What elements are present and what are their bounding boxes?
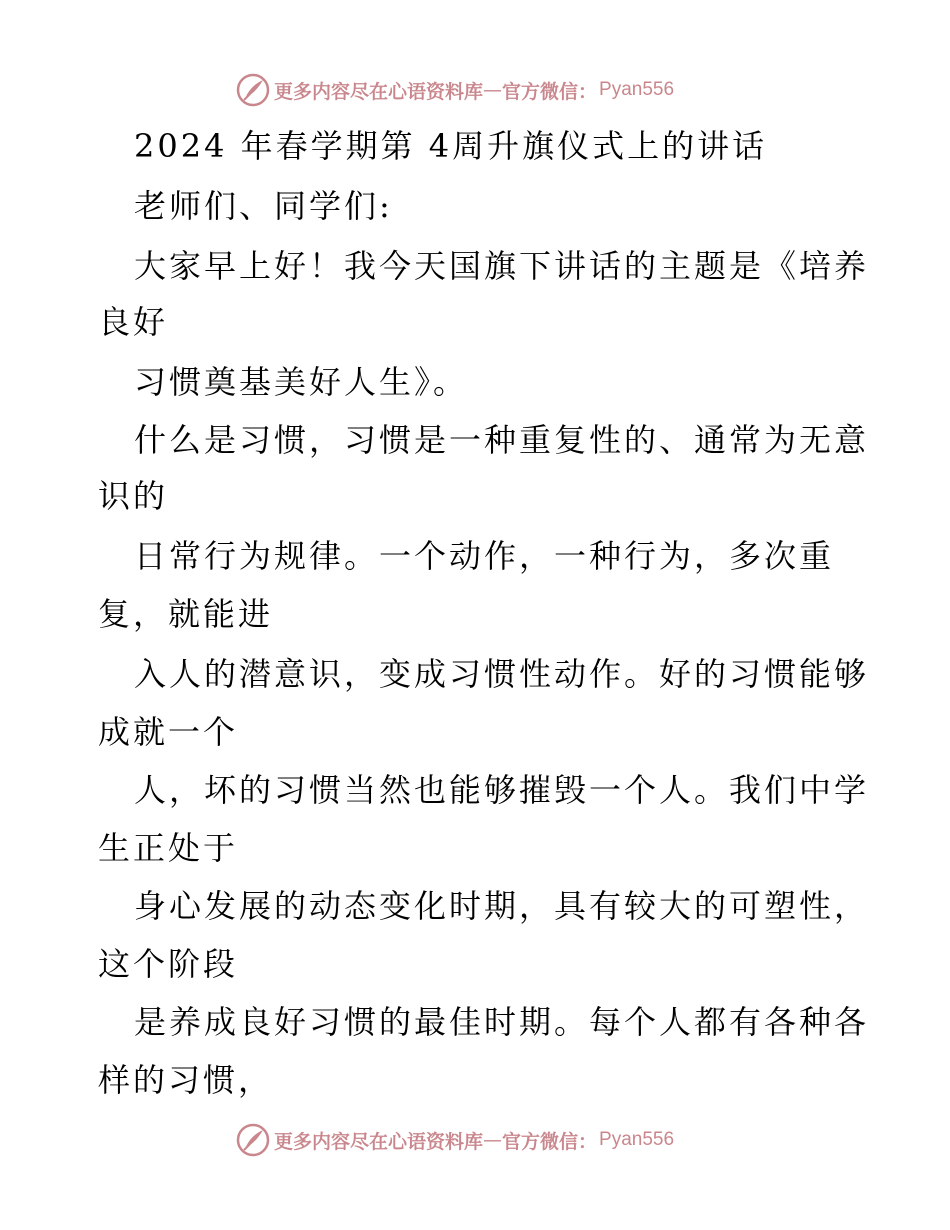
paragraph-line: 复，就能进	[98, 595, 274, 633]
watermark-separator: —	[483, 1129, 503, 1151]
paragraph-line: 日常行为规律。一个动作，一种行为，多次重	[134, 537, 835, 575]
paragraph-line: 样的习惯，	[98, 1061, 274, 1099]
quill-logo-icon	[236, 73, 270, 107]
footer-watermark	[236, 1122, 674, 1158]
paragraph-line: 人，坏的习惯当然也能够摧毁一个人。我们中学	[134, 771, 870, 809]
paragraph-line: 良好	[98, 303, 169, 341]
salutation: 老师们、同学们:	[134, 187, 393, 225]
paragraph-line: 什么是习惯，习惯是一种重复性的、通常为无意	[134, 421, 870, 459]
paragraph-line: 成就一个	[98, 713, 239, 751]
paragraph-line: 识的	[98, 477, 169, 515]
watermark-wechat-id: Pyan556	[599, 1129, 675, 1150]
paragraph-line: 习惯奠基美好人生》。	[134, 363, 469, 401]
document-title: 2024 年春学期第 4周升旗仪式上的讲话	[134, 127, 768, 165]
paragraph-line: 身心发展的动态变化时期，具有较大的可塑性，	[134, 887, 870, 925]
paragraph-line: 大家早上好！我今天国旗下讲话的主题是《培养	[134, 247, 870, 285]
quill-logo-icon	[236, 1123, 270, 1157]
paragraph-line: 是养成良好习惯的最佳时期。每个人都有各种各	[134, 1003, 870, 1041]
watermark-wechat-label: 官方微信：	[502, 80, 598, 103]
watermark-wechat-label: 官方微信：	[502, 1130, 598, 1153]
watermark-separator: —	[483, 79, 503, 101]
paragraph-line: 入人的潜意识，变成习惯性动作。好的习惯能够	[134, 655, 870, 693]
watermark-text: 更多内容尽在心语资料库	[274, 80, 484, 103]
watermark-wechat-id: Pyan556	[599, 79, 675, 100]
watermark-text: 更多内容尽在心语资料库	[274, 1130, 484, 1153]
paragraph-line: 生正处于	[98, 829, 239, 867]
paragraph-line: 这个阶段	[98, 945, 239, 983]
header-watermark	[236, 72, 674, 108]
